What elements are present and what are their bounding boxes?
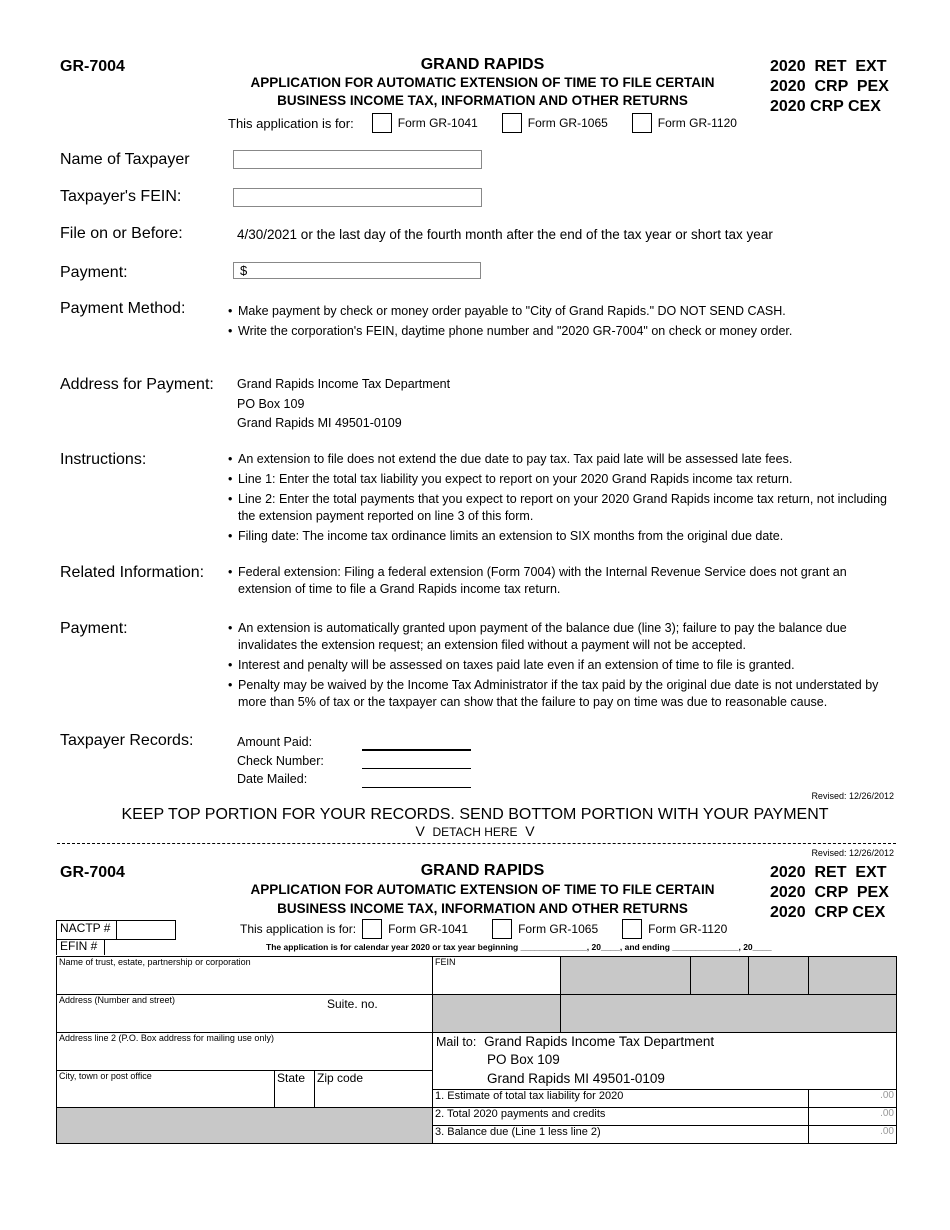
list-item: • Federal extension: Filing a federal extension (Form 7004) with the Internal Revenue Service does not grant an extension of time to file a Grand Rapids income tax return. — [228, 564, 898, 598]
title-line2: BUSINESS INCOME TAX, INFORMATION AND OTHER RETURNS — [277, 93, 688, 108]
instructions-label: Instructions: — [60, 451, 147, 468]
line-value: .00 — [880, 1089, 894, 1101]
nactp-label: NACTP # — [57, 921, 117, 939]
date-mailed-line[interactable] — [362, 787, 471, 788]
form-title — [230, 56, 735, 110]
name-cell[interactable] — [57, 957, 433, 995]
line-label: 3. Balance due (Line 1 less line 2) — [435, 1126, 601, 1138]
records-list — [237, 733, 324, 789]
gray-cell — [691, 957, 749, 995]
form-title — [230, 862, 735, 918]
list-item: • Make payment by check or money order payable to "City of Grand Rapids." DO NOT SEND CASH. — [228, 303, 908, 320]
efin-field[interactable] — [56, 939, 256, 955]
line-2-value[interactable] — [809, 1108, 897, 1126]
form-option-label: Form GR-1041 — [397, 116, 478, 130]
state-cell[interactable] — [275, 1071, 315, 1108]
cell-label: State — [277, 1071, 306, 1085]
checkbox-gr-1120[interactable] — [632, 113, 652, 133]
payment2-label: Payment: — [60, 620, 128, 637]
submission-table — [56, 956, 897, 1144]
check-number-line[interactable] — [362, 768, 471, 769]
city-cell[interactable] — [57, 1071, 275, 1108]
code-line: 2020 CRP CEX — [770, 904, 886, 921]
cell-label: Name of trust, estate, partnership or corporation — [59, 957, 251, 967]
form-option-label: Form GR-1041 — [388, 922, 469, 936]
detach-arrow: V — [415, 823, 425, 839]
payment-input[interactable] — [233, 262, 481, 279]
calendar-text: The application is for calendar year 2020 or tax year beginning ______________, 20____, and ending ______________, 20____ — [266, 942, 772, 952]
revised-date: Revised: 12/26/2012 — [811, 848, 894, 858]
checkbox-gr-1065[interactable] — [502, 113, 522, 133]
line-value: .00 — [880, 1108, 894, 1119]
payment-address — [237, 375, 450, 434]
mail-to-cell — [433, 1033, 897, 1071]
form-id: GR-7004 — [60, 58, 125, 75]
code-line: 2020 CRP PEX — [770, 78, 889, 95]
title-line1: APPLICATION FOR AUTOMATIC EXTENSION OF TIME TO FILE CERTAIN — [250, 75, 715, 90]
related-label: Related Information: — [60, 564, 205, 581]
cell-label: City, town or post office — [59, 1071, 152, 1081]
nactp-field[interactable] — [56, 920, 176, 940]
address-line: Grand Rapids MI 49501-0109 — [237, 416, 402, 430]
line-2-label — [433, 1108, 809, 1126]
method-label: Payment Method: — [60, 300, 186, 317]
list-item: • Interest and penalty will be assessed on taxes paid late even if an extension of time to file is granted. — [228, 657, 898, 674]
related-list — [228, 564, 898, 601]
gray-cell — [57, 1108, 433, 1144]
form-codes — [770, 863, 889, 923]
application-for-row — [228, 113, 737, 133]
form-codes — [770, 57, 889, 117]
list-item: • Line 2: Enter the total payments that you expect to report on your 2020 Grand Rapids income tax return, not including the extension payment reported on line 3 of this form. — [228, 491, 898, 525]
title-line2: BUSINESS INCOME TAX, INFORMATION AND OTHER RETURNS — [277, 901, 688, 916]
line-label: 1. Estimate of total tax liability for 2020 — [435, 1089, 624, 1102]
address-cell[interactable] — [57, 995, 433, 1033]
records-item: Amount Paid: — [237, 735, 313, 749]
mail-line: Grand Rapids MI 49501-0109 — [487, 1070, 665, 1086]
name-label: Name of Taxpayer — [60, 151, 190, 168]
cell-label: Zip code — [317, 1071, 364, 1085]
fein-label: Taxpayer's FEIN: — [60, 188, 182, 205]
cell-label: Address line 2 (P.O. Box address for mailing use only) — [59, 1033, 274, 1043]
line-value: .00 — [880, 1126, 894, 1137]
records-item: Check Number: — [237, 753, 324, 768]
cell-label: FEIN — [435, 957, 456, 967]
keep-text: KEEP TOP PORTION FOR YOUR RECORDS. SEND BOTTOM PORTION WITH YOUR PAYMENT — [121, 806, 829, 823]
line-1-value[interactable] — [809, 1089, 897, 1108]
checkbox-gr-1120[interactable] — [622, 919, 642, 939]
method-list — [228, 303, 908, 343]
detach-text: DETACH HERE — [432, 825, 518, 839]
payment-label: Payment: — [60, 264, 128, 281]
title-city: GRAND RAPIDS — [420, 862, 545, 879]
mail-line: Grand Rapids Income Tax Department — [484, 1034, 715, 1049]
application-for-label: This application is for: — [240, 922, 357, 936]
fein-input[interactable] — [233, 188, 482, 207]
checkbox-gr-1041[interactable] — [362, 919, 382, 939]
code-line: 2020 RET EXT — [770, 864, 887, 881]
line-1-label — [433, 1089, 809, 1108]
zip-cell[interactable] — [315, 1071, 433, 1108]
code-line: 2020 RET EXT — [770, 58, 887, 75]
form-id: GR-7004 — [60, 864, 125, 881]
form-option-label: Form GR-1120 — [648, 922, 728, 936]
records-label: Taxpayer Records: — [60, 732, 194, 749]
gray-cell — [749, 957, 809, 995]
address2-cell[interactable] — [57, 1033, 433, 1071]
mail-line-cell — [433, 1071, 897, 1090]
checkbox-gr-1065[interactable] — [492, 919, 512, 939]
revised-date: Revised: 12/26/2012 — [811, 791, 894, 801]
code-line: 2020 CRP PEX — [770, 884, 889, 901]
detach-row — [0, 823, 950, 839]
suite-label: Suite. no. — [327, 997, 378, 1011]
line-label: 2. Total 2020 payments and credits — [435, 1108, 606, 1120]
gray-cell — [561, 957, 691, 995]
amount-paid-line[interactable] — [362, 749, 471, 751]
form-option-label: Form GR-1065 — [518, 922, 599, 936]
file-value: 4/30/2021 or the last day of the fourth month after the end of the tax year or short tax year — [237, 227, 773, 242]
gray-cell — [433, 995, 561, 1033]
gray-cell — [809, 957, 897, 995]
detach-line — [57, 843, 896, 844]
mail-line: PO Box 109 — [487, 1052, 560, 1067]
title-city: GRAND RAPIDS — [420, 56, 545, 73]
list-item: • Write the corporation's FEIN, daytime phone number and "2020 GR-7004" on check or money order. — [228, 323, 908, 340]
form-option-label: Form GR-1120 — [657, 116, 737, 130]
list-item: • Filing date: The income tax ordinance limits an extension to SIX months from the original due date. — [228, 528, 898, 545]
application-for-row — [240, 919, 727, 939]
records-item: Date Mailed: — [237, 772, 308, 786]
gray-cell — [561, 995, 897, 1033]
list-item: • Line 1: Enter the total tax liability you expect to report on your 2020 Grand Rapids income tax return. — [228, 471, 898, 488]
list-item: • An extension is automatically granted upon payment of the balance due (line 3); failure to pay the balance due invalidates the extension request; an extension filed without a payment will not be accepted. — [228, 620, 898, 654]
mail-to-label: Mail to: — [436, 1035, 477, 1049]
cell-label: Address (Number and street) — [59, 995, 176, 1005]
detach-arrow: V — [525, 823, 535, 839]
list-item: • An extension to file does not extend the due date to pay tax. Tax paid late will be assessed late fees. — [228, 451, 898, 468]
instructions-list — [228, 451, 898, 548]
line-3-value[interactable] — [809, 1126, 897, 1144]
dollar-sign: $ — [240, 263, 248, 278]
form-option-label: Form GR-1065 — [527, 116, 608, 130]
efin-label: EFIN # — [56, 939, 105, 955]
checkbox-gr-1041[interactable] — [372, 113, 392, 133]
address-line: Grand Rapids Income Tax Department — [237, 377, 451, 391]
payment2-list — [228, 620, 898, 714]
fein-cell[interactable] — [433, 957, 561, 995]
file-label: File on or Before: — [60, 225, 183, 242]
name-input[interactable] — [233, 150, 482, 169]
address-label: Address for Payment: — [60, 376, 214, 393]
line-3-label — [433, 1126, 809, 1144]
code-line: 2020 CRP CEX — [770, 98, 881, 115]
address-line: PO Box 109 — [237, 396, 305, 411]
application-for-label: This application is for: — [228, 115, 354, 131]
list-item: • Penalty may be waived by the Income Tax Administrator if the tax paid by the original due date is not understated by more than 5% of tax or the taxpayer can show that the failure to pay on time was due to reasonable cause. — [228, 677, 898, 711]
title-line1: APPLICATION FOR AUTOMATIC EXTENSION OF TIME TO FILE CERTAIN — [250, 882, 715, 897]
